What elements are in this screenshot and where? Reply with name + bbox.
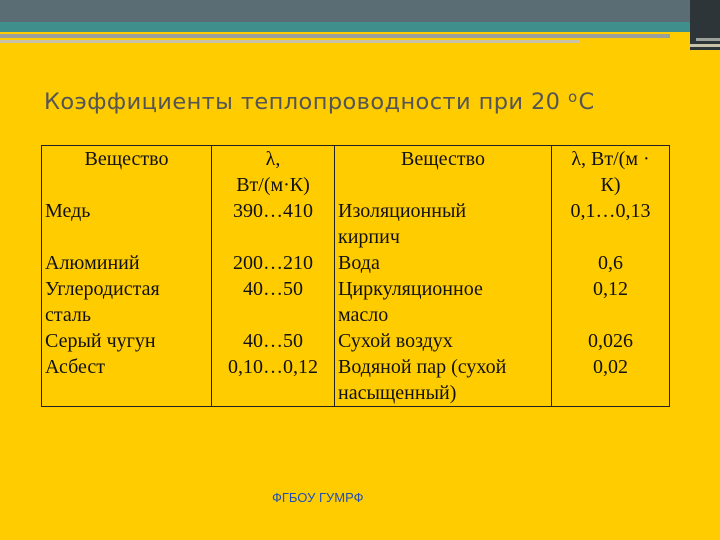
substance-2: Водяной пар (сухой xyxy=(335,354,552,380)
value-1: 200…210 xyxy=(212,250,335,276)
substance-1: Асбест xyxy=(42,354,212,380)
header-lambda-unit-2: К) xyxy=(552,172,670,198)
substance-1: Серый чугун xyxy=(42,328,212,354)
decor-stripe-teal xyxy=(0,22,690,32)
substance-2: Вода xyxy=(335,250,552,276)
substance-1: Медь xyxy=(42,198,212,224)
substance-1: Углеродистая xyxy=(42,276,212,302)
footer-organization: ФГБОУ ГУМРФ xyxy=(272,490,364,505)
value-2: 0,6 xyxy=(552,250,670,276)
top-bar-corner xyxy=(690,0,720,50)
slide-title xyxy=(44,88,595,115)
substance-2: Изоляционный xyxy=(335,198,552,224)
table-row-cont xyxy=(42,224,670,250)
value-1: 0,10…0,12 xyxy=(212,354,335,380)
substance-2-cont: насыщенный) xyxy=(335,380,552,407)
header-substance-2: Вещество xyxy=(335,146,552,173)
thermal-conductivity-table xyxy=(41,145,670,407)
value-1: 390…410 xyxy=(212,198,335,224)
substance-2: Циркуляционное xyxy=(335,276,552,302)
substance-2-cont: масло xyxy=(335,302,552,328)
table-row xyxy=(42,198,670,224)
table-row xyxy=(42,328,670,354)
header-lambda-unit-1: Вт/(м·К) xyxy=(212,172,335,198)
header-substance-1: Вещество xyxy=(42,146,212,173)
value-1: 40…50 xyxy=(212,328,335,354)
decor-stripe-right-2 xyxy=(690,44,720,47)
top-bar xyxy=(0,0,720,22)
substance-2: Сухой воздух xyxy=(335,328,552,354)
table-header-row-cont xyxy=(42,172,670,198)
substance-2-cont: кирпич xyxy=(335,224,552,250)
title-degree: o xyxy=(567,88,578,106)
value-2: 0,02 xyxy=(552,354,670,380)
value-2: 0,12 xyxy=(552,276,670,302)
title-unit: C xyxy=(578,89,595,115)
table-row xyxy=(42,276,670,302)
table-row xyxy=(42,354,670,380)
table-header-row xyxy=(42,146,670,173)
substance-1: Алюминий xyxy=(42,250,212,276)
title-text: Коэффициенты теплопроводности при 20 xyxy=(44,89,561,115)
value-2: 0,1…0,13 xyxy=(552,198,670,224)
decor-stripe-right-1 xyxy=(696,38,720,41)
table-row-cont xyxy=(42,302,670,328)
substance-1-cont: сталь xyxy=(42,302,212,328)
value-1: 40…50 xyxy=(212,276,335,302)
table-row-cont xyxy=(42,380,670,407)
table-row xyxy=(42,250,670,276)
header-lambda-2: λ, Вт/(м · xyxy=(552,146,670,173)
header-lambda-1: λ, xyxy=(212,146,335,173)
decor-stripe-gray xyxy=(0,34,670,38)
decor-stripe-light xyxy=(0,40,580,43)
value-2: 0,026 xyxy=(552,328,670,354)
